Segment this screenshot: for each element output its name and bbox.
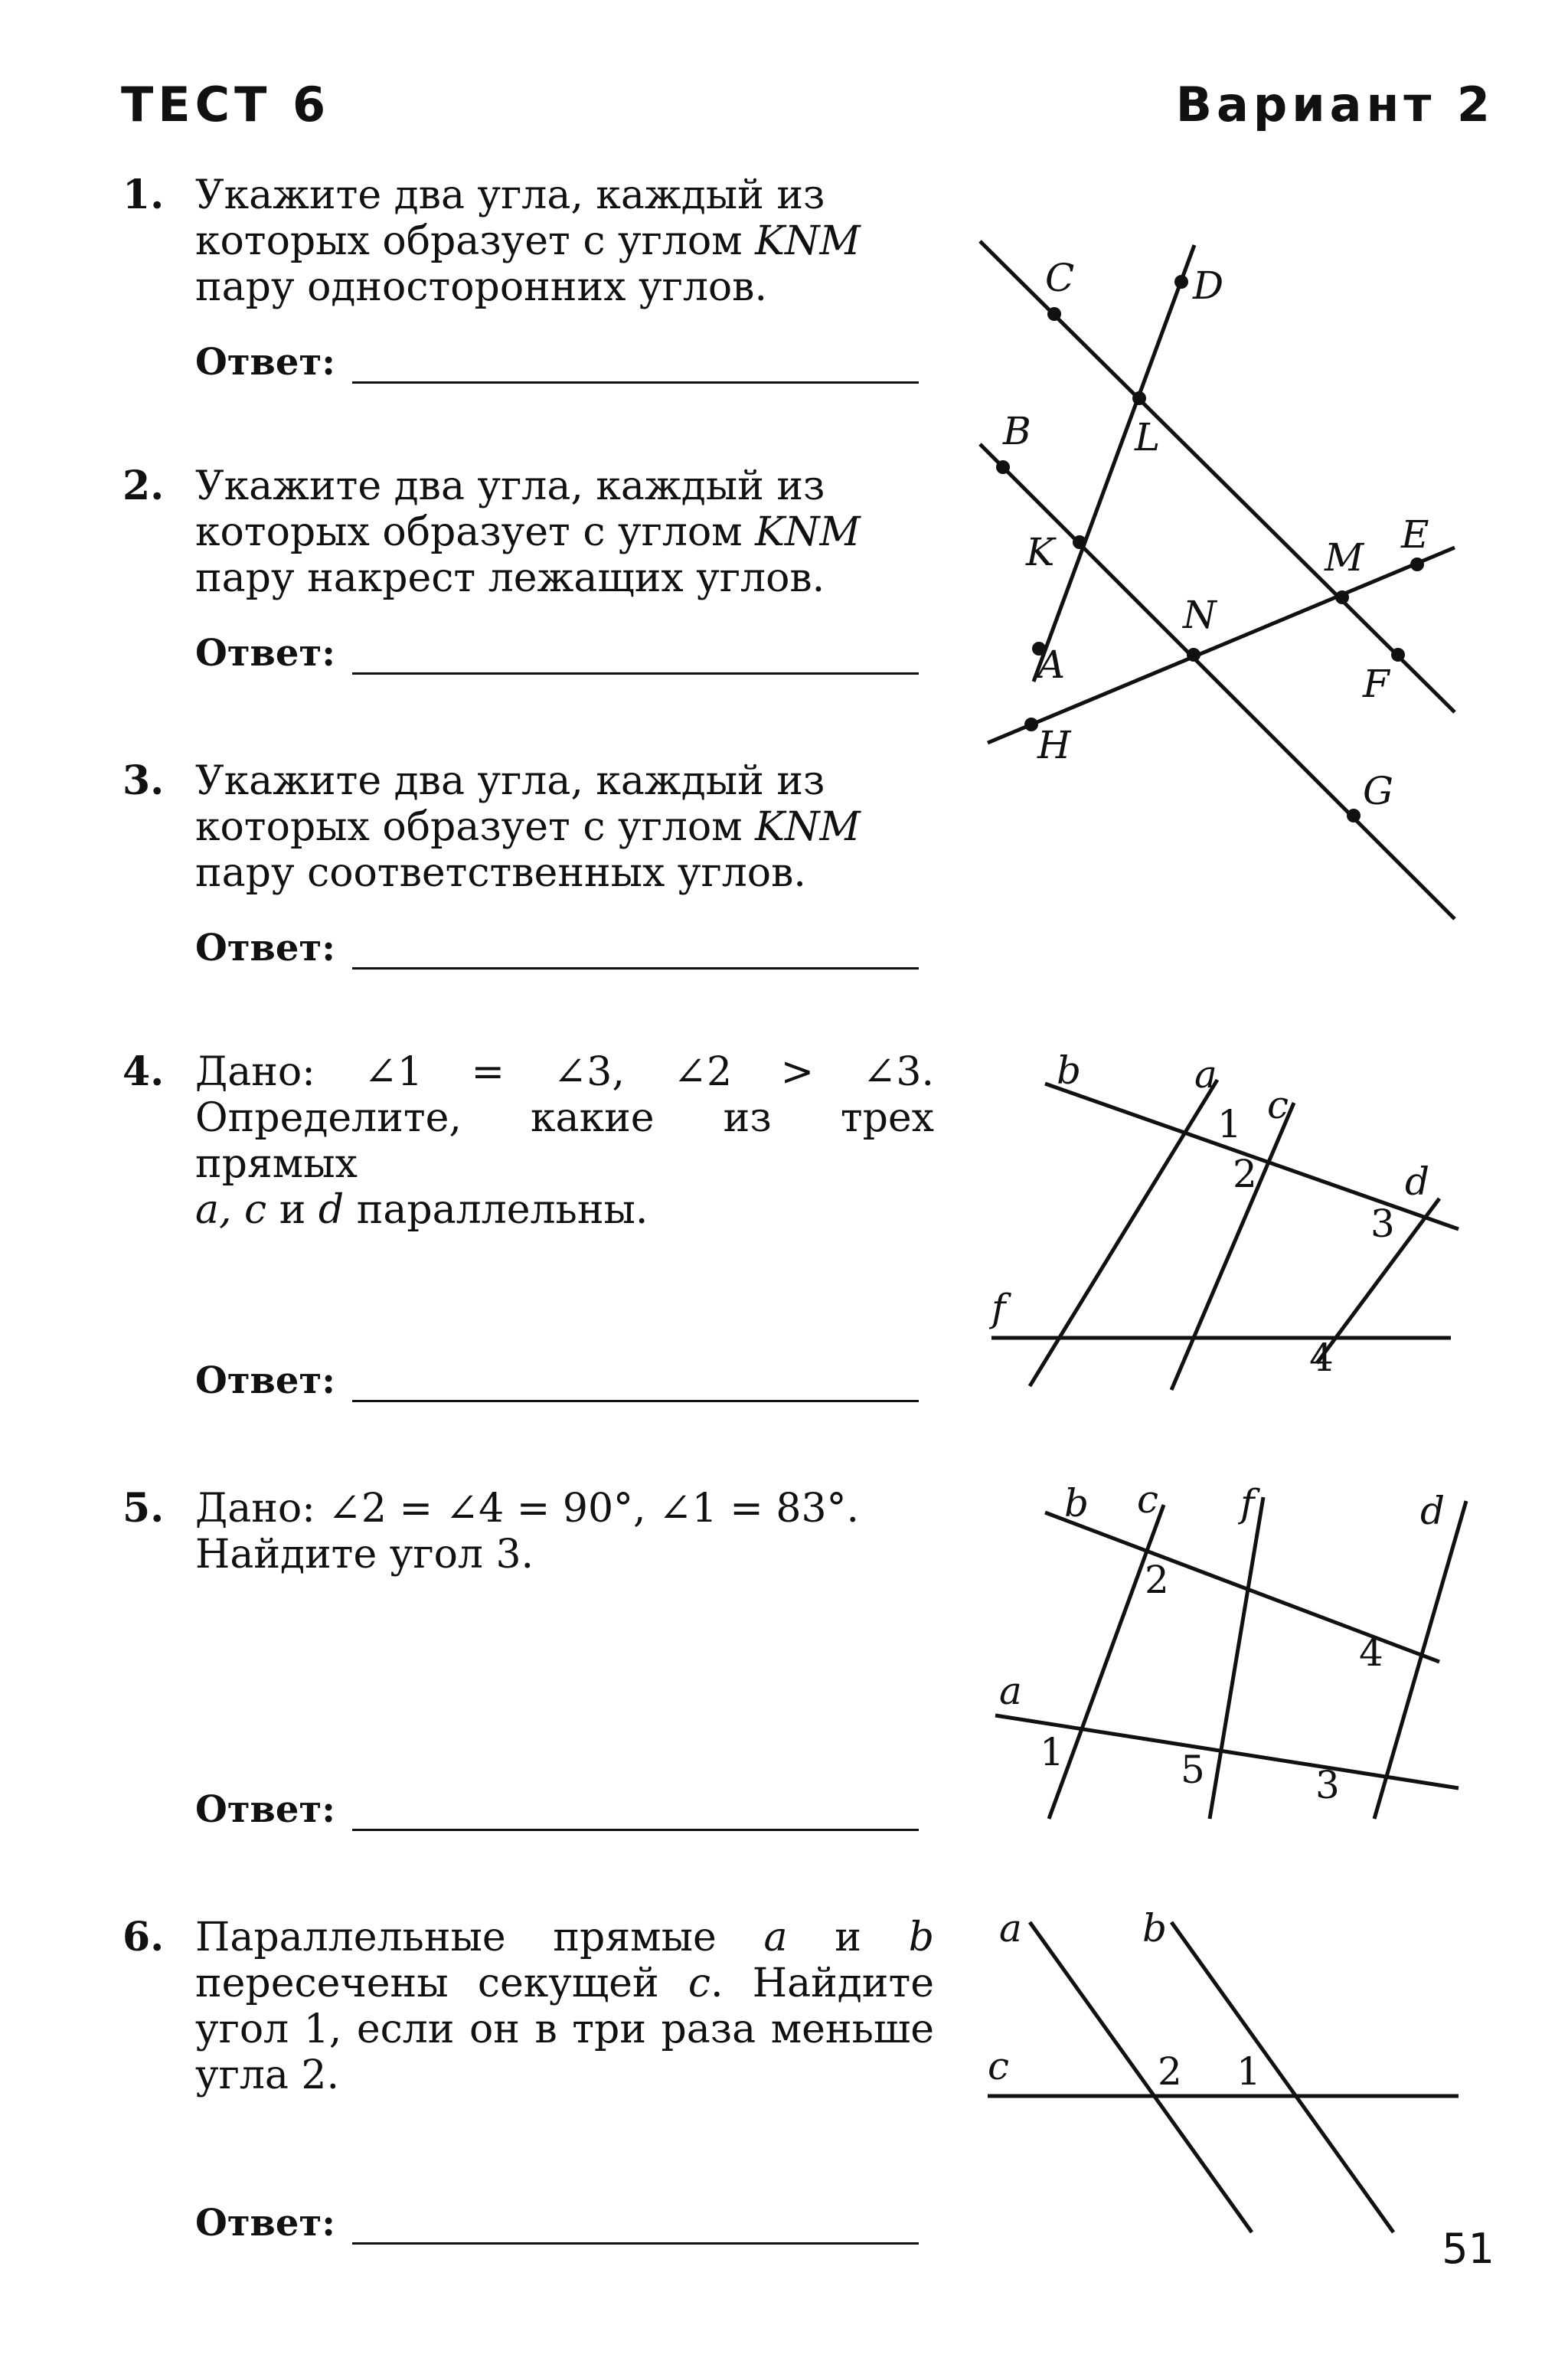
line-d xyxy=(1374,1501,1466,1819)
question-line: которых образует с углом xyxy=(195,509,756,555)
point-M xyxy=(1335,590,1349,604)
answer-label: Ответ: xyxy=(195,927,335,970)
answer-field-4[interactable] xyxy=(195,1359,919,1402)
answer-label: Ответ: xyxy=(195,1788,335,1831)
point-E xyxy=(1410,558,1424,571)
question-line: пару соответственных углов. xyxy=(195,850,806,896)
angle-1: 1 xyxy=(1236,2049,1261,2094)
question-4 xyxy=(122,1049,934,1233)
question-6 xyxy=(122,1915,934,2098)
figure-2-lines-abcdf xyxy=(980,1041,1470,1401)
label-c: c xyxy=(1137,1477,1159,1522)
angle-1: 1 xyxy=(1217,1102,1242,1146)
test-title: ТЕСТ 6 xyxy=(121,77,331,132)
label-a: a xyxy=(999,1907,1022,1951)
label-d: d xyxy=(1420,1489,1446,1533)
question-conjunction: и xyxy=(266,1187,318,1233)
angle-2: 2 xyxy=(1145,1558,1169,1602)
label-f: f xyxy=(991,1286,1006,1330)
question-line: которых образует с углом xyxy=(195,804,756,850)
question-line: Дано: ∠1 = ∠3, ∠2 > ∠3. Определите, какие из трех прямых xyxy=(195,1049,934,1187)
question-number: 1. xyxy=(122,172,165,218)
question-line: Укажите два угла, каждый из xyxy=(195,758,825,804)
question-line: Найдите угол 3. xyxy=(195,1532,534,1578)
label-b: b xyxy=(1064,1481,1089,1525)
label-D: D xyxy=(1193,263,1224,308)
question-line: пересечены секущей xyxy=(195,1960,688,2006)
figure-1-parallel-lines xyxy=(965,222,1485,927)
line-names: a, c xyxy=(195,1187,267,1233)
line-b xyxy=(1171,1922,1393,2232)
answer-line[interactable] xyxy=(352,937,919,970)
line-f xyxy=(1210,1497,1263,1819)
question-text xyxy=(195,1486,934,1578)
answer-field-6[interactable] xyxy=(195,2202,919,2245)
question-line: . Найдите угол 1, если он в три раза меньше угла 2. xyxy=(195,1960,934,2098)
question-line: Параллельные прямые xyxy=(195,1915,764,1960)
answer-field-2[interactable] xyxy=(195,632,919,675)
angle-1: 1 xyxy=(1040,1730,1064,1774)
label-d: d xyxy=(1405,1159,1430,1204)
point-D xyxy=(1174,275,1188,289)
angle-3: 3 xyxy=(1370,1202,1395,1246)
label-H: H xyxy=(1037,723,1071,767)
angle-name: KNM xyxy=(755,804,861,850)
label-a: a xyxy=(999,1669,1022,1713)
question-number: 5. xyxy=(122,1485,165,1532)
line-name: a xyxy=(763,1915,788,1960)
label-c: c xyxy=(988,2044,1010,2088)
line-a xyxy=(1030,1922,1252,2232)
label-A: A xyxy=(1037,643,1066,687)
label-G: G xyxy=(1363,769,1393,813)
question-text xyxy=(195,463,934,601)
question-line: пару накрест лежащих углов. xyxy=(195,555,825,601)
figure-4-parallel-lines-secant xyxy=(980,1907,1470,2244)
question-3 xyxy=(122,758,934,896)
label-N: N xyxy=(1183,593,1217,637)
label-B: B xyxy=(1003,409,1031,453)
label-b: b xyxy=(1057,1048,1082,1093)
question-number: 2. xyxy=(122,463,165,509)
question-1 xyxy=(122,172,934,310)
question-line: Укажите два угла, каждый из xyxy=(195,172,825,218)
question-number: 3. xyxy=(122,757,165,804)
label-L: L xyxy=(1135,415,1161,459)
label-c: c xyxy=(1267,1083,1289,1127)
answer-label: Ответ: xyxy=(195,1359,335,1402)
label-a: a xyxy=(1194,1052,1217,1097)
line-a xyxy=(1030,1080,1217,1386)
answer-line[interactable] xyxy=(352,1798,919,1831)
question-line: Укажите два угла, каждый из xyxy=(195,463,825,509)
question-text xyxy=(195,758,934,896)
label-K: K xyxy=(1026,530,1055,574)
line-name: d xyxy=(318,1187,345,1233)
angle-4: 4 xyxy=(1309,1336,1334,1380)
question-number: 4. xyxy=(122,1048,165,1095)
label-F: F xyxy=(1363,662,1390,706)
label-E: E xyxy=(1401,512,1429,557)
angle-name: KNM xyxy=(755,509,861,555)
question-text xyxy=(195,172,934,310)
angle-5: 5 xyxy=(1181,1748,1205,1792)
answer-field-5[interactable] xyxy=(195,1788,919,1831)
answer-label: Ответ: xyxy=(195,632,335,675)
line-name: c xyxy=(688,1960,710,2006)
point-F xyxy=(1391,648,1405,662)
question-line: параллельны. xyxy=(344,1187,648,1233)
point-N xyxy=(1187,648,1200,662)
angle-3: 3 xyxy=(1315,1763,1340,1807)
answer-line[interactable] xyxy=(352,1369,919,1402)
label-C: C xyxy=(1045,256,1075,300)
answer-label: Ответ: xyxy=(195,2202,335,2245)
answer-line[interactable] xyxy=(352,351,919,384)
point-H xyxy=(1024,718,1038,731)
point-B xyxy=(996,460,1010,474)
label-M: M xyxy=(1325,535,1364,580)
question-text xyxy=(195,1049,934,1233)
answer-line[interactable] xyxy=(352,642,919,675)
question-5 xyxy=(122,1486,934,1578)
line-name: b xyxy=(908,1915,934,1960)
question-number: 6. xyxy=(122,1914,165,1960)
angle-2: 2 xyxy=(1158,2049,1182,2094)
point-C xyxy=(1047,307,1061,321)
question-2 xyxy=(122,463,934,601)
angle-4: 4 xyxy=(1359,1630,1383,1675)
line-c xyxy=(1049,1505,1164,1819)
label-f: f xyxy=(1240,1481,1255,1525)
point-L xyxy=(1132,391,1146,405)
point-K xyxy=(1073,535,1086,549)
figure-3-lines-abcdf xyxy=(980,1470,1470,1830)
question-text xyxy=(195,1915,934,2098)
point-G xyxy=(1347,809,1361,822)
answer-line[interactable] xyxy=(352,2212,919,2245)
page-number: 51 xyxy=(1442,2225,1494,2273)
question-line: пару односторонних углов. xyxy=(195,264,767,310)
angle-2: 2 xyxy=(1233,1152,1257,1196)
question-conjunction: и xyxy=(787,1915,909,1960)
variant-label: Вариант 2 xyxy=(1175,77,1494,132)
answer-label: Ответ: xyxy=(195,341,335,384)
label-b: b xyxy=(1142,1907,1168,1951)
angle-name: KNM xyxy=(755,218,861,264)
question-line: Дано: ∠2 = ∠4 = 90°, ∠1 = 83°. xyxy=(195,1486,860,1532)
answer-field-3[interactable] xyxy=(195,927,919,970)
question-line: которых образует с углом xyxy=(195,218,756,264)
answer-field-1[interactable] xyxy=(195,341,919,384)
